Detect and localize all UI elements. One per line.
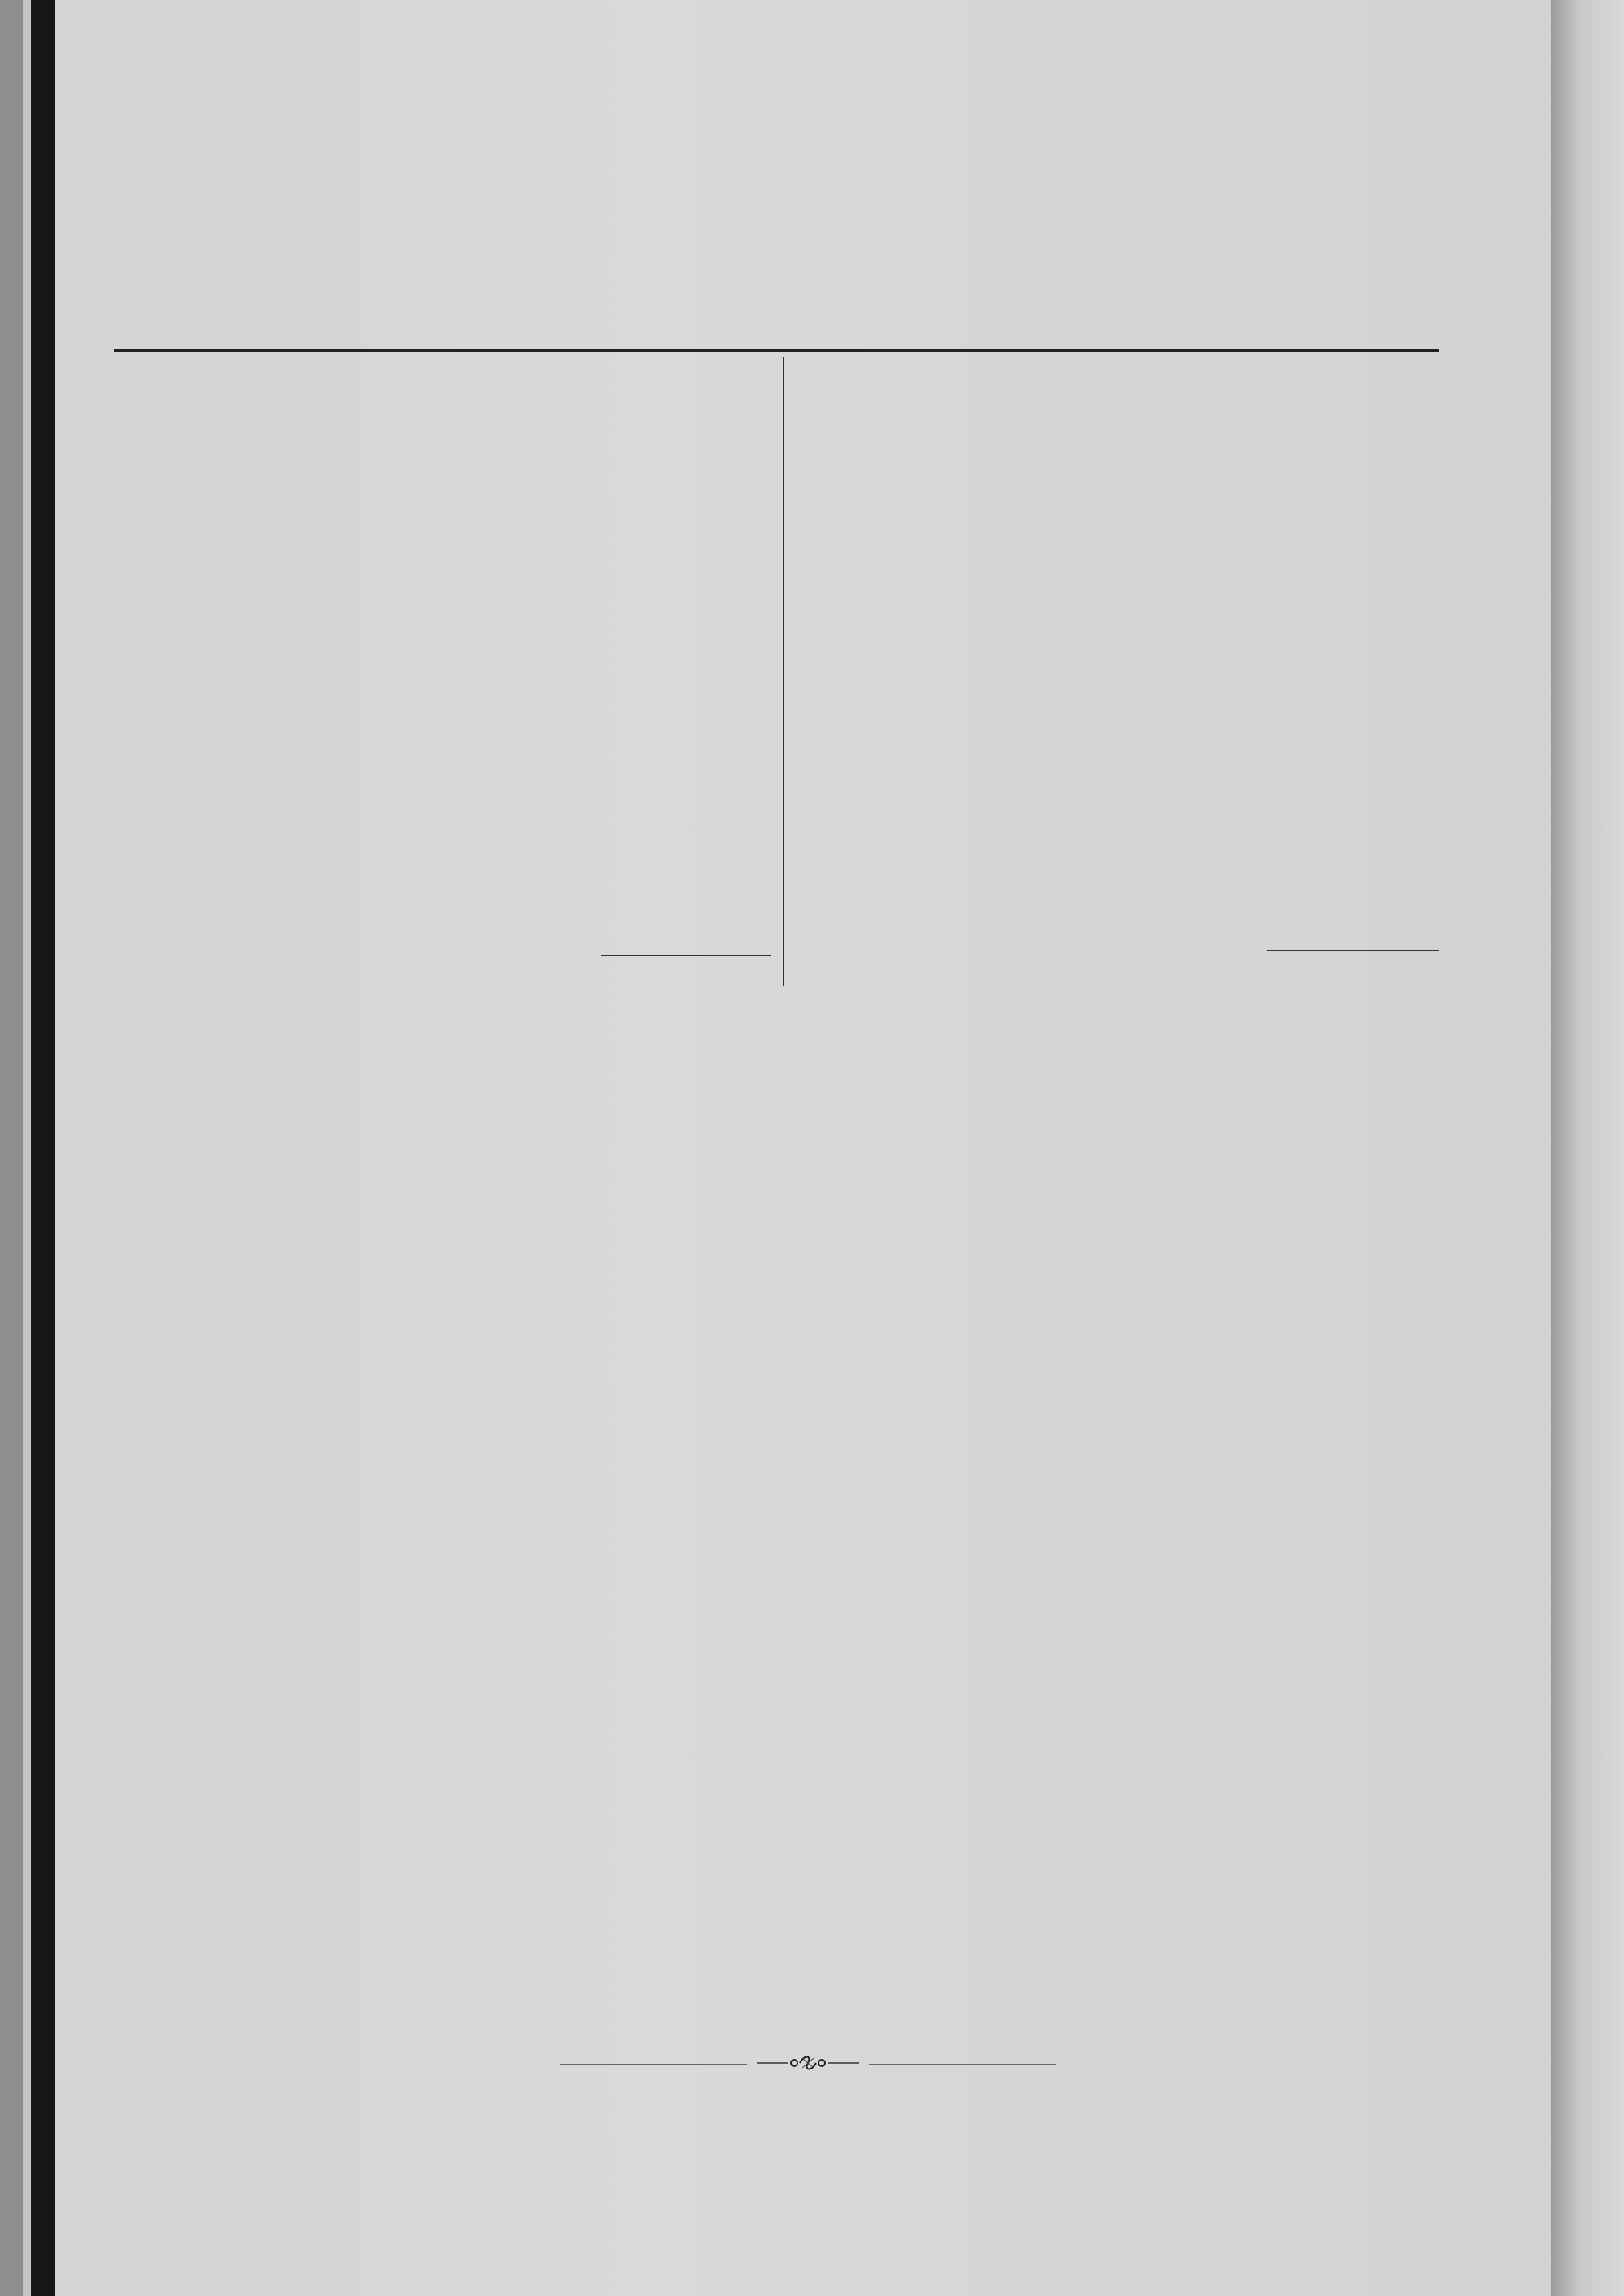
book-spine-shadow: [0, 0, 23, 2296]
printer-ornament-icon: [755, 2051, 861, 2075]
bilanz-heading: [114, 320, 1437, 351]
ornament-rule-right: [869, 2064, 1056, 2065]
bilanz-top-rule: [114, 349, 1439, 352]
page-edge: [1551, 0, 1624, 2296]
book-gutter: [31, 0, 55, 2296]
bilanz-column-divider: [783, 357, 784, 986]
running-header: [0, 104, 1624, 145]
passiva-sum-rule: [1267, 950, 1439, 951]
aktiva-sum-rule: [601, 955, 771, 956]
ornament-rule-left: [560, 2064, 747, 2065]
